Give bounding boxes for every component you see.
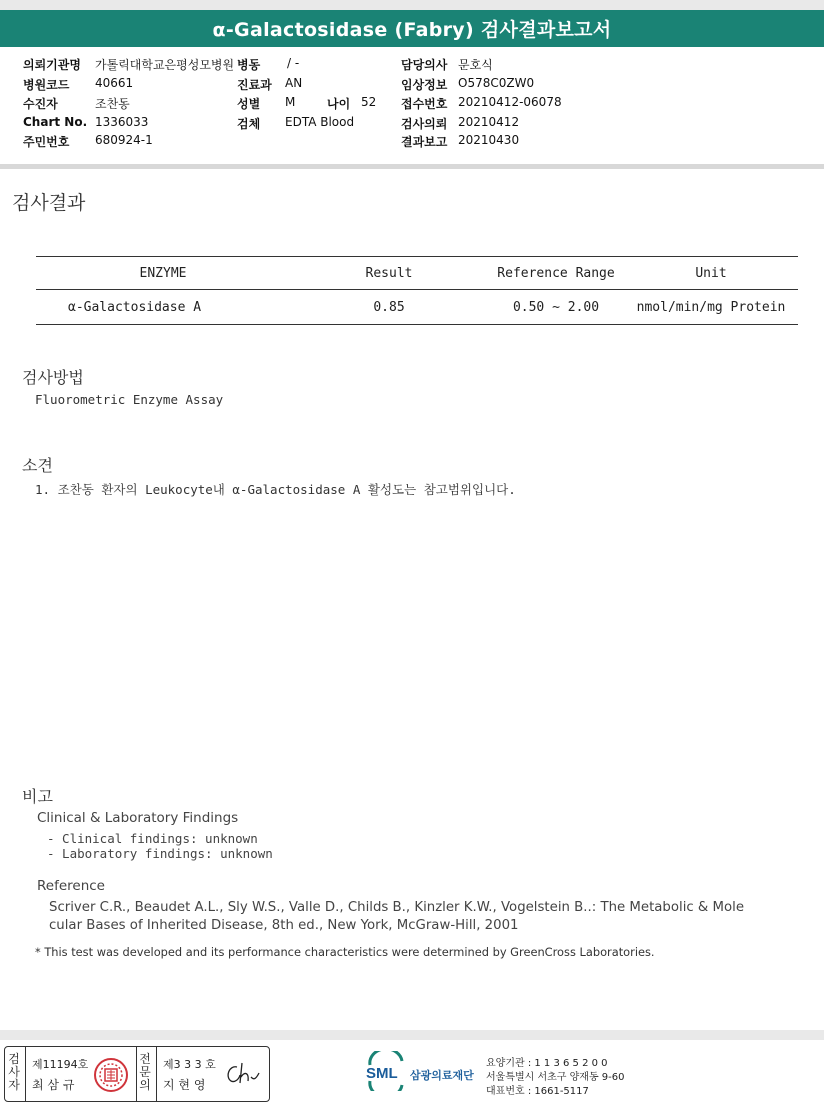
header-value: / - xyxy=(287,56,300,70)
specialist-label xyxy=(138,1053,152,1092)
header-value: 40661 xyxy=(95,76,134,90)
header-ward xyxy=(237,56,300,73)
table-row xyxy=(36,290,798,325)
header-label: 병동 xyxy=(237,58,261,72)
header-row-report-date xyxy=(401,133,520,150)
reference-line: cular Bases of Inherited Disease, 8th ed., New York, McGraw-Hill, 2001 xyxy=(49,918,519,933)
header-row-hospital-code xyxy=(23,76,134,93)
cell-enzyme: α-Galactosidase A xyxy=(36,290,290,325)
specialist-name: 지 현 영 xyxy=(163,1078,206,1092)
header-dept xyxy=(237,76,303,93)
divider xyxy=(136,1047,137,1101)
signature-icon xyxy=(223,1059,263,1089)
header-value: 680924-1 xyxy=(95,133,153,147)
top-gray-bar xyxy=(0,0,824,10)
header-sex xyxy=(237,95,296,112)
header-label: 주민번호 xyxy=(23,135,70,149)
label-char: 의 xyxy=(139,1078,151,1092)
label-char: 전 xyxy=(139,1052,151,1066)
column-header-reference-range: Reference Range xyxy=(488,257,624,290)
org-name: 삼광의료재단 xyxy=(410,1069,474,1082)
header-value: EDTA Blood xyxy=(285,115,355,129)
remarks-item: - Laboratory findings: unknown xyxy=(47,846,273,861)
header-row-patient xyxy=(23,95,130,112)
header-label: 병원코드 xyxy=(23,78,70,92)
label-char: 검 xyxy=(8,1052,20,1066)
remarks-title: 비고 xyxy=(22,787,53,806)
header-value: 20210412-06078 xyxy=(458,95,562,109)
org-address: 서울특별시 서초구 양재동 9-60 xyxy=(486,1072,625,1083)
examiner-name: 최 삼 규 xyxy=(32,1078,75,1092)
disclaimer-text: * This test was developed and its performance characteristics were determined by GreenCross Laboratories. xyxy=(35,945,655,959)
org-code: 요양기관 : 1 1 3 6 5 2 0 0 xyxy=(486,1058,608,1069)
signature-box xyxy=(4,1046,270,1102)
column-header-unit: Unit xyxy=(624,257,798,290)
header-value: M xyxy=(285,95,296,109)
header-label: 접수번호 xyxy=(401,97,448,111)
header-label: 담당의사 xyxy=(401,58,448,72)
header-row-clinical-info xyxy=(401,76,535,93)
remarks-item: - Clinical findings: unknown xyxy=(47,831,258,846)
reference-line: Scriver C.R., Beaudet A.L., Sly W.S., Valle D., Childs B., Kinzler K.W., Vogelstein B..: The Metabolic & Mole xyxy=(49,900,745,915)
table-header-row xyxy=(36,257,798,290)
header-age xyxy=(327,95,377,112)
header-row-doctor xyxy=(401,56,493,73)
header-specimen xyxy=(237,115,355,132)
label-char: 자 xyxy=(8,1078,20,1092)
header-value: O578C0ZW0 xyxy=(458,76,535,90)
label-char: 사 xyxy=(8,1065,20,1079)
header-row-resident-no xyxy=(23,133,153,150)
method-title: 검사방법 xyxy=(22,368,84,387)
header-value: 20210412 xyxy=(458,115,520,129)
header-label: 수진자 xyxy=(23,97,58,111)
cell-result: 0.85 xyxy=(290,290,488,325)
header-value: 조찬동 xyxy=(95,97,130,111)
header-value: AN xyxy=(285,76,303,90)
header-row-institution xyxy=(23,56,235,73)
remarks-heading: Clinical & Laboratory Findings xyxy=(37,810,239,826)
reference-heading: Reference xyxy=(37,878,105,894)
cell-reference-range: 0.50 ~ 2.00 xyxy=(488,290,624,325)
header-label: 임상정보 xyxy=(401,78,448,92)
logo-text: SML xyxy=(366,1065,398,1082)
specialist-license-no: 제3 3 3 호 xyxy=(163,1058,216,1071)
examiner-license-no: 제11194호 xyxy=(32,1058,89,1071)
header-divider xyxy=(0,164,824,169)
column-header-enzyme: ENZYME xyxy=(36,257,290,290)
method-text: Fluorometric Enzyme Assay xyxy=(35,392,224,407)
header-value: 52 xyxy=(361,95,377,109)
results-section-title: 검사결과 xyxy=(12,192,86,214)
header-value: 가톨릭대학교은평성모병원 xyxy=(95,58,235,72)
header-label: 성별 xyxy=(237,97,261,111)
header-label: 결과보고 xyxy=(401,135,448,149)
header-label: 검체 xyxy=(237,117,261,131)
findings-title: 소견 xyxy=(22,456,53,475)
divider xyxy=(25,1047,26,1101)
seal-icon xyxy=(93,1057,129,1093)
header-value: 20210430 xyxy=(458,133,520,147)
header-row-request-date xyxy=(401,115,520,132)
sml-logo-icon xyxy=(364,1051,408,1091)
header-row-receipt-no xyxy=(401,95,562,112)
column-header-result: Result xyxy=(290,257,488,290)
header-label: 진료과 xyxy=(237,78,272,92)
examiner-label xyxy=(7,1053,21,1092)
header-label: Chart No. xyxy=(23,115,88,129)
header-value: 1336033 xyxy=(95,115,149,129)
findings-text: 1. 조찬동 환자의 Leukocyte내 α-Galactosidase A 활성도는 참고범위입니다. xyxy=(35,482,516,497)
header-label: 검사의뢰 xyxy=(401,117,448,131)
cell-unit: nmol/min/mg Protein xyxy=(624,290,798,325)
header-label: 나이 xyxy=(327,97,351,111)
divider xyxy=(156,1047,157,1101)
header-label: 의뢰기관명 xyxy=(23,58,81,72)
header-value: 문호식 xyxy=(458,58,493,72)
report-title: α-Galactosidase (Fabry) 검사결과보고서 xyxy=(0,10,824,47)
results-table xyxy=(36,256,798,325)
label-char: 문 xyxy=(139,1065,151,1079)
bottom-gray-bar xyxy=(0,1030,824,1040)
org-phone: 대표번호 : 1661-5117 xyxy=(486,1086,589,1097)
header-row-chart-no xyxy=(23,115,149,129)
